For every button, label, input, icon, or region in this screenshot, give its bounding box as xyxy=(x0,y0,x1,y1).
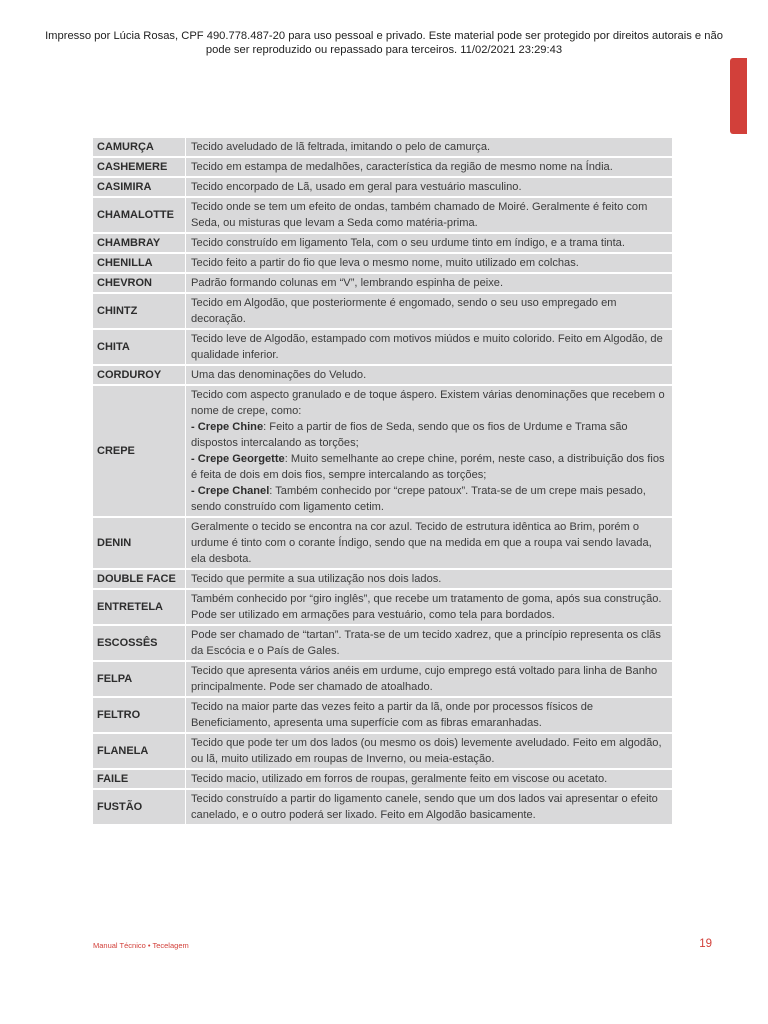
glossary-row xyxy=(93,158,672,176)
glossary-definition: Tecido macio, utilizado em forros de roupas, geralmente feito em viscose ou acetato. xyxy=(186,770,672,788)
glossary-term: ESCOSSÊS xyxy=(93,626,186,660)
glossary-row xyxy=(93,386,672,516)
sub-variety-text: : Também conhecido por “crepe patoux”. Trata-se de um crepe mais pesado, sendo construído com ligamento cetim. xyxy=(191,485,646,513)
glossary-row xyxy=(93,178,672,196)
glossary-term: FAILE xyxy=(93,770,186,788)
glossary-definition: Tecido leve de Algodão, estampado com motivos miúdos e muito colorido. Feito em Algodão, de qualidade inferior. xyxy=(186,330,672,364)
glossary-row xyxy=(93,274,672,292)
glossary-term: FLANELA xyxy=(93,734,186,768)
glossary-term: FELPA xyxy=(93,662,186,696)
glossary-row xyxy=(93,662,672,696)
glossary-body xyxy=(93,138,672,824)
glossary-row xyxy=(93,570,672,588)
glossary-term: CREPE xyxy=(93,386,186,516)
sub-variety-text: : Feito a partir de fios de Seda, sendo que os fios de Urdume e Trama são dispostos intercalando as torções; xyxy=(191,421,628,449)
glossary-row xyxy=(93,198,672,232)
glossary-definition: Tecido onde se tem um efeito de ondas, também chamado de Moiré. Geralmente é feito com Seda, ou misturas que levam a Seda como matéria-prima. xyxy=(186,198,672,232)
header-line-2: pode ser reproduzido ou repassado para terceiros. 11/02/2021 23:29:43 xyxy=(205,44,563,56)
glossary-row xyxy=(93,590,672,624)
glossary-definition: Tecido que permite a sua utilização nos dois lados. xyxy=(186,570,672,588)
page-number: 19 xyxy=(699,938,712,950)
glossary-row xyxy=(93,770,672,788)
glossary-term: CASIMIRA xyxy=(93,178,186,196)
glossary-row xyxy=(93,698,672,732)
sub-variety-label: - Crepe Georgette xyxy=(191,453,285,465)
print-watermark-header xyxy=(20,29,748,57)
glossary-definition: Tecido em estampa de medalhões, característica da região de mesmo nome na Índia. xyxy=(186,158,672,176)
glossary-definition: Padrão formando colunas em “V”, lembrando espinha de peixe. xyxy=(186,274,672,292)
glossary-term: DENIN xyxy=(93,518,186,568)
sub-variety-text: : Muito semelhante ao crepe chine, porém, neste caso, a distribuição dos fios é feita de dois em dois fios, sempre intercalando as torções; xyxy=(191,453,665,481)
glossary-definition: Tecido feito a partir do fio que leva o mesmo nome, muito utilizado em colchas. xyxy=(186,254,672,272)
glossary-definition: Geralmente o tecido se encontra na cor azul. Tecido de estrutura idêntica ao Brim, porém o urdume é tinto com o corante Índigo, sendo que na medida em que a roupa vai sendo lavada, ela desbota. xyxy=(186,518,672,568)
glossary-definition: Tecido encorpado de Lã, usado em geral para vestuário masculino. xyxy=(186,178,672,196)
glossary-definition: Pode ser chamado de “tartan”. Trata-se de um tecido xadrez, que a princípio representa os clãs da Escócia e o País de Gales. xyxy=(186,626,672,660)
glossary-row xyxy=(93,790,672,824)
footer-title: Manual Técnico • Tecelagem xyxy=(93,941,189,950)
glossary-term: CHINTZ xyxy=(93,294,186,328)
glossary-definition: Também conhecido por “giro inglês”, que recebe um tratamento de goma, após sua construção. Pode ser utilizado em armações para vestuário, como tela para bordados. xyxy=(186,590,672,624)
glossary-definition: Tecido construído a partir do ligamento canele, sendo que um dos lados vai apresentar o efeito canelado, e o outro poderá ser lixado. Feito em Algodão basicamente. xyxy=(186,790,672,824)
definition-intro: Tecido com aspecto granulado e de toque áspero. Existem várias denominações que recebem o nome de crepe, como: xyxy=(191,389,665,417)
glossary-row xyxy=(93,234,672,252)
glossary-definition: Tecido na maior parte das vezes feito a partir da lã, onde por processos físicos de Beneficiamento, apresenta uma superfície com as fibras emaranhadas. xyxy=(186,698,672,732)
glossary-term: CASHEMERE xyxy=(93,158,186,176)
glossary-row xyxy=(93,138,672,156)
glossary-row xyxy=(93,254,672,272)
glossary-definition: Tecido que pode ter um dos lados (ou mesmo os dois) levemente aveludado. Feito em algodão, ou lã, muito utilizado em roupas de Inverno, ou meia-estação. xyxy=(186,734,672,768)
glossary-row xyxy=(93,734,672,768)
sub-variety-label: - Crepe Chine xyxy=(191,421,264,433)
header-line-1: Impresso por Lúcia Rosas, CPF 490.778.487-20 para uso pessoal e privado. Este material pode ser protegido por direitos autorais e não xyxy=(45,30,723,42)
glossary-definition: Uma das denominações do Veludo. xyxy=(186,366,672,384)
glossary-term: CHEVRON xyxy=(93,274,186,292)
glossary-row xyxy=(93,366,672,384)
glossary-definition: Tecido aveludado de lã feltrada, imitando o pelo de camurça. xyxy=(186,138,672,156)
glossary-term: CHITA xyxy=(93,330,186,364)
glossary-row xyxy=(93,626,672,660)
glossary-definition: Tecido em Algodão, que posteriormente é engomado, sendo o seu uso empregado em decoração. xyxy=(186,294,672,328)
glossary-term: CHAMALOTTE xyxy=(93,198,186,232)
sub-variety-label: - Crepe Chanel xyxy=(191,485,270,497)
glossary-definition: Tecido construído em ligamento Tela, com o seu urdume tinto em índigo, e a trama tinta. xyxy=(186,234,672,252)
chapter-tab-marker xyxy=(730,58,747,134)
glossary-row xyxy=(93,294,672,328)
glossary-term: CORDUROY xyxy=(93,366,186,384)
glossary-definition: Tecido que apresenta vários anéis em urdume, cujo emprego está voltado para linha de Banho principalmente. Pode ser chamado de atoalhado. xyxy=(186,662,672,696)
glossary-row xyxy=(93,330,672,364)
glossary-term: DOUBLE FACE xyxy=(93,570,186,588)
fabric-glossary-table xyxy=(93,136,672,826)
glossary-term: FELTRO xyxy=(93,698,186,732)
glossary-term: FUSTÃO xyxy=(93,790,186,824)
glossary-term: CHAMBRAY xyxy=(93,234,186,252)
glossary-row xyxy=(93,518,672,568)
glossary-term: ENTRETELA xyxy=(93,590,186,624)
glossary-term: CAMURÇA xyxy=(93,138,186,156)
glossary-definition xyxy=(186,386,672,516)
glossary-term: CHENILLA xyxy=(93,254,186,272)
